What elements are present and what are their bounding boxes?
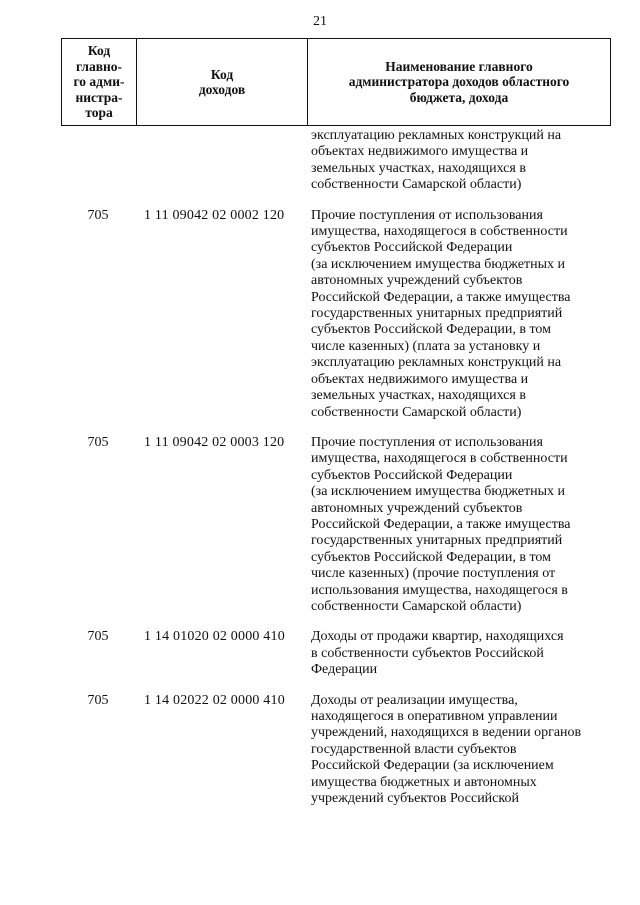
- table-row: [61, 629, 611, 678]
- cell-name: [306, 693, 611, 808]
- cell-name: [306, 629, 611, 678]
- cell-name: [306, 128, 611, 194]
- table-row: [61, 435, 611, 615]
- name-line: эксплуатацию рекламных конструкций на: [311, 128, 562, 143]
- name-line: автономных учреждений субъектов: [311, 500, 523, 516]
- name-line: Прочие поступления от использования: [311, 207, 543, 223]
- name-line: объектах недвижимого имущества и: [311, 144, 529, 160]
- name-line: Российской Федерации (за исключением: [311, 758, 554, 774]
- name-line: Доходы от продажи квартир, находящихся: [311, 629, 564, 645]
- name-line: земельных участках, находящихся в: [311, 388, 526, 404]
- name-line: собственности Самарской области): [311, 598, 522, 614]
- name-line: (за исключением имущества бюджетных и: [311, 256, 566, 272]
- table-row: [61, 208, 611, 421]
- cell-code: [135, 128, 306, 194]
- name-line: земельных участках, находящихся в: [311, 160, 526, 176]
- name-line: в собственности субъектов Российской: [311, 645, 544, 661]
- name-line: имущества, находящегося в собственности: [311, 451, 568, 467]
- table-row: [61, 693, 611, 808]
- name-line: государственной власти субъектов: [311, 741, 517, 757]
- table-row-continuation: [61, 128, 611, 194]
- cell-name: [306, 208, 611, 421]
- cell-admin: 705: [87, 434, 109, 450]
- header-admin-code: Код главно- го адми- нистра- тора: [73, 43, 125, 121]
- name-line: субъектов Российской Федерации: [311, 240, 513, 256]
- name-line: объектах недвижимого имущества и: [311, 371, 529, 387]
- name-line: субъектов Российской Федерации, в том: [311, 549, 551, 565]
- name-line: собственности Самарской области): [311, 177, 522, 193]
- header-name: Наименование главного администратора доходов областного бюджета, дохода: [307, 39, 610, 125]
- name-line: государственных унитарных предприятий: [311, 533, 563, 549]
- name-line: находящегося в оперативном управлении: [311, 709, 558, 724]
- page-number: 21: [313, 14, 327, 29]
- name-line: Российской Федерации, а также имущества: [311, 289, 571, 305]
- cell-admin: 705: [87, 207, 109, 223]
- name-line: учреждений субъектов Российской: [311, 791, 519, 807]
- name-line: учреждений, находящихся в ведении органов: [311, 725, 582, 741]
- cell-admin: 705: [87, 692, 109, 708]
- name-line: Федерации: [311, 662, 378, 678]
- name-line: имущества бюджетных и автономных: [311, 774, 537, 790]
- name-line: эксплуатацию рекламных конструкций на: [311, 355, 562, 371]
- header-income-code: Код доходов: [136, 39, 307, 125]
- cell-code: 1 14 02022 02 0000 410: [144, 692, 285, 708]
- name-line: субъектов Российской Федерации, в том: [311, 322, 551, 338]
- cell-code: 1 11 09042 02 0002 120: [144, 207, 285, 223]
- name-line: использования имущества, находящегося в: [311, 582, 568, 598]
- table-header: [61, 38, 611, 126]
- name-line: имущества, находящегося в собственности: [311, 224, 568, 240]
- name-line: (за исключением имущества бюджетных и: [311, 484, 566, 500]
- cell-name: [306, 435, 611, 615]
- name-line: Доходы от реализации имущества,: [311, 692, 518, 708]
- name-line: числе казенных) (плата за установку и: [311, 338, 541, 354]
- cell-admin: 705: [87, 629, 109, 645]
- name-line: субъектов Российской Федерации: [311, 467, 513, 483]
- cell-code: 1 14 01020 02 0000 410: [144, 629, 285, 645]
- name-line: собственности Самарской области): [311, 404, 522, 420]
- cell-admin: [61, 128, 135, 194]
- name-line: числе казенных) (прочие поступления от: [311, 566, 556, 582]
- name-line: государственных унитарных предприятий: [311, 306, 563, 322]
- name-line: Прочие поступления от использования: [311, 434, 543, 450]
- name-line: автономных учреждений субъектов: [311, 273, 523, 289]
- name-line: Российской Федерации, а также имущества: [311, 516, 571, 532]
- table-body: [61, 128, 611, 821]
- cell-code: 1 11 09042 02 0003 120: [144, 434, 285, 450]
